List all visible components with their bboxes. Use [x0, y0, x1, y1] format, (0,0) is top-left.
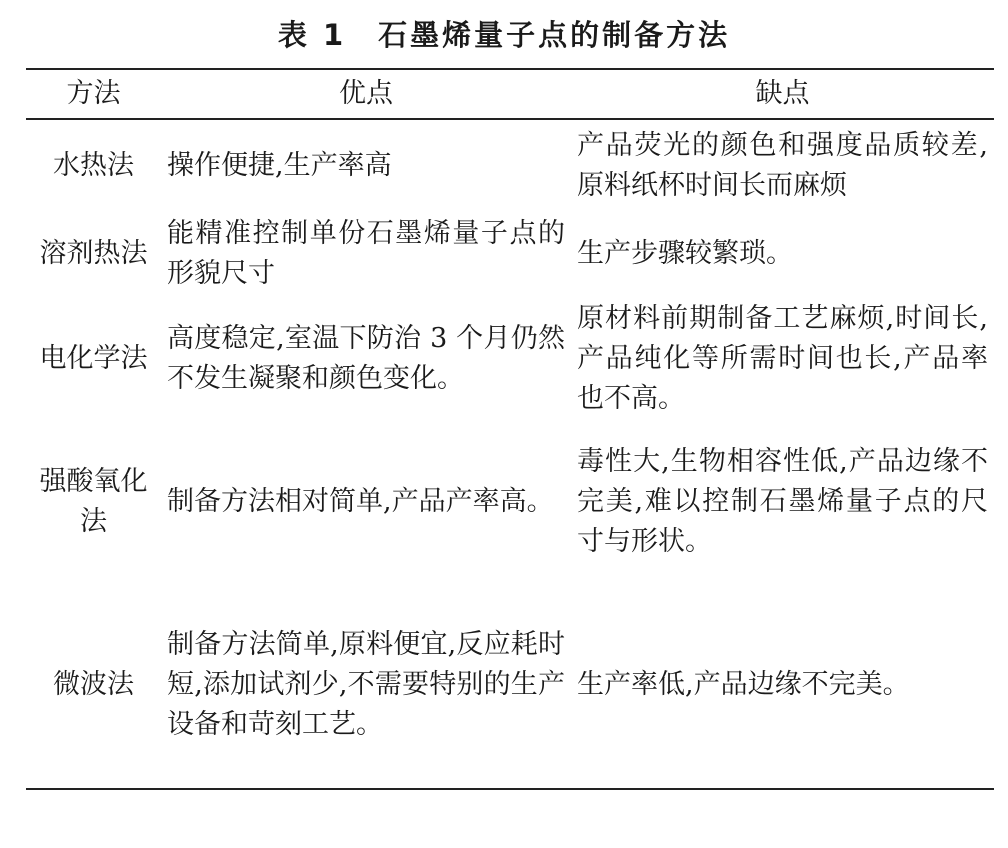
method-cell: 微波法 [26, 582, 161, 789]
header-cons: 缺点 [571, 69, 994, 119]
header-pros: 优点 [161, 69, 571, 119]
method-cell: 电化学法 [39, 343, 148, 374]
method-cell: 水热法 [53, 150, 134, 181]
method-cell: 溶剂热法 [39, 238, 148, 269]
pros-cell: 能精准控制单份石墨烯量子点的形貌尺寸 [167, 218, 565, 289]
table-row [26, 582, 994, 789]
cons-cell: 产品荧光的颜色和强度品质较差,原料纸杯时间长而麻烦 [577, 130, 988, 201]
methods-table [26, 68, 994, 790]
table-title: 石墨烯量子点的制备方法 [378, 18, 731, 52]
pros-cell: 操作便捷,生产率高 [167, 150, 392, 181]
table-row [26, 422, 994, 582]
table-row [26, 296, 994, 422]
table-header-row [26, 69, 994, 119]
table-row [26, 212, 994, 296]
pros-cell: 高度稳定,室温下防治 3 个月仍然不发生凝聚和颜色变化。 [167, 323, 565, 394]
table-number: 表 1 [277, 18, 347, 52]
cons-cell: 生产率低,产品边缘不完美。 [571, 582, 994, 789]
method-cell: 强酸氧化法 [39, 466, 148, 537]
cons-cell: 原材料前期制备工艺麻烦,时间长,产品纯化等所需时间也长,产品率也不高。 [577, 303, 988, 414]
pros-cell: 制备方法相对简单,产品产率高。 [167, 486, 554, 517]
table-row [26, 119, 994, 212]
table-caption [0, 10, 1008, 60]
cons-cell: 生产步骤较繁琐。 [577, 238, 793, 269]
cons-cell: 毒性大,生物相容性低,产品边缘不完美,难以控制石墨烯量子点的尺寸与形状。 [577, 446, 988, 557]
pros-cell: 制备方法简单,原料便宜,反应耗时短,添加试剂少,不需要特别的生产设备和苛刻工艺。 [161, 582, 571, 789]
header-method: 方法 [26, 69, 161, 119]
